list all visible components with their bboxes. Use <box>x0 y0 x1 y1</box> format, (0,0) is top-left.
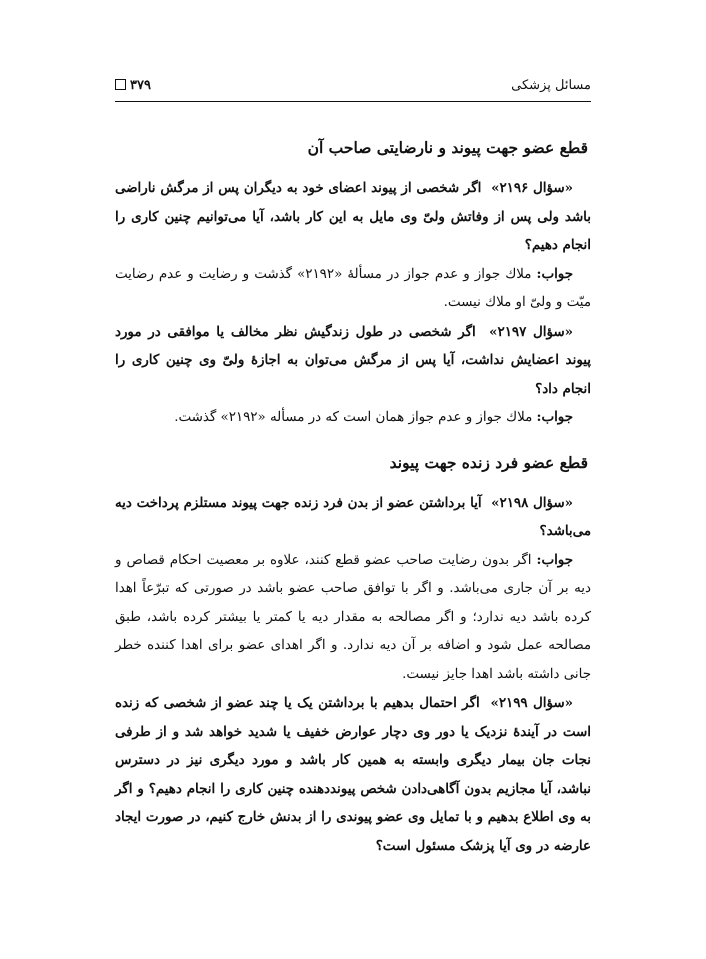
question-2198 <box>115 489 591 546</box>
question-2197 <box>115 318 591 404</box>
question-text: اگر شخصی در طول زندگیش نظر مخالف یا موافقی در مورد پیوند اعضایش نداشت، آیا پس از مرگش می‌توان به اجازهٔ ولیّ وی چنین کاری را انجام داد؟ <box>115 323 591 397</box>
answer-label: جواب: <box>536 265 573 282</box>
section-heading-2: قطع عضو فرد زنده جهت پیوند <box>389 452 588 472</box>
question-2199 <box>115 689 591 860</box>
running-header <box>115 78 591 102</box>
page-number-text: ۳۷۹ <box>130 78 151 93</box>
answer-2196 <box>115 260 591 318</box>
question-2196 <box>115 174 591 260</box>
answer-label: جواب: <box>536 409 573 425</box>
answer-2198 <box>115 546 591 690</box>
question-number: «سؤال ۲۱۹۶» <box>491 180 574 196</box>
section-heading-1: قطع عضو جهت پیوند و نارضایتی صاحب آن <box>307 138 588 157</box>
square-icon <box>115 79 126 90</box>
answer-text: اگر بدون رضایت صاحب عضو قطع کنند، علاوه بر معصیت احکام قصاص و دیه بر آن جاری می‌باشد. و اگر با توافق صاحب عضو باشد در صورتی که تبرّعاً اهدا کرده باشد دیه ندارد؛ و اگر مصالحه به مقدار دیه یا کمتر یا بیشتر کرده باشد، طبق مصالحه عمل شود و اضافه بر آن دیه ندارد. و اگر اهدای عضو برای اهدا کننده خطر جانی داشته باشد اهدا جایز نیست. <box>115 552 591 682</box>
answer-label: جواب: <box>536 551 573 568</box>
answer-2197 <box>115 403 591 433</box>
question-number: «سؤال ۲۱۹۸» <box>491 494 573 511</box>
question-text: آیا برداشتن عضو از بدن فرد زنده جهت پیوند مستلزم پرداخت دیه می‌باشد؟ <box>115 494 591 539</box>
running-title: مسائل پزشکی <box>511 78 591 93</box>
question-number: «سؤال ۲۱۹۹» <box>490 695 573 711</box>
question-number: «سؤال ۲۱۹۷» <box>489 323 573 340</box>
page-content <box>115 134 591 860</box>
answer-text: ملاك جواز و عدم جواز همان است که در مسأله «۲۱۹۲» گذشت. <box>174 410 533 425</box>
page-number <box>115 78 151 93</box>
question-text: اگر احتمال بدهیم با برداشتن یک یا چند عضو از شخصی که زنده است در آیندهٔ نزدیک یا دور وی دچار عوارض خفیف یا شدید خواهد شد و از طرفی نجات جان بیمار دیگری وابسته به همین کار باشد و مورد دیگری نیز در دسترس نباشد، آیا مجازیم بدون آگاهی‌دادن شخص پیونددهنده چنین کاری را انجام دهیم؟ و اگر به وی اطلاع بدهیم و با تمایل وی عضو پیوندی را از بدنش خارج کنیم، در صورت ایجاد عارضه در وی آیا پزشک مسئول است؟ <box>115 695 591 854</box>
answer-text: ملاك جواز و عدم جواز در مسألهٔ «۲۱۹۲» گذشت و رضایت و عدم رضایت میّت و ولیّ او ملاك نیست. <box>115 266 591 310</box>
header-rule <box>115 101 591 102</box>
question-text: اگر شخصی از پیوند اعضای خود به دیگران پس از مرگش ناراضی باشد ولی پس از وفاتش ولیّ وی مایل به این کار باشد، آیا می‌توانیم چنین کاری را انجام دهیم؟ <box>115 180 591 253</box>
